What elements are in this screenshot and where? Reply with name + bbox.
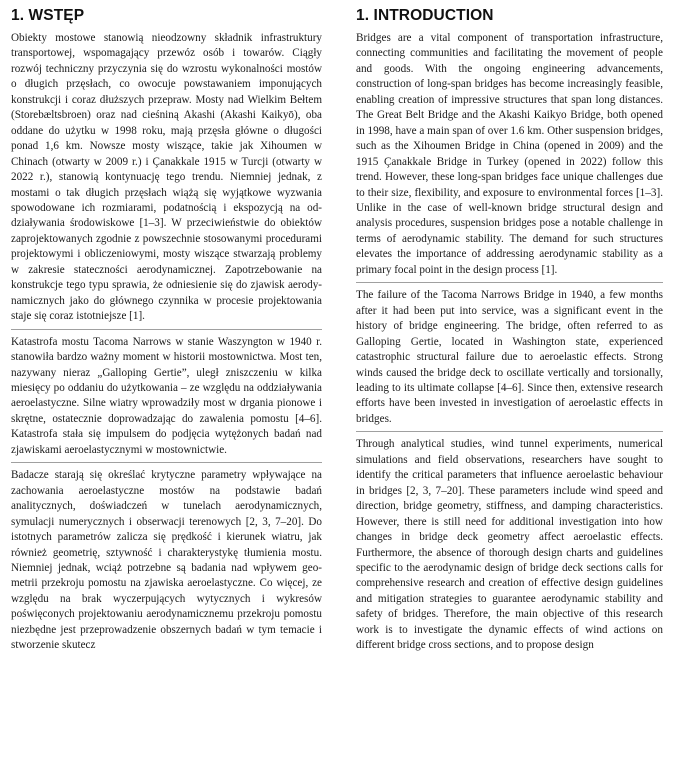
english-paragraph-1: Bridges are a vital component of transportation infrastructure, connecting communities and facilitating the movement of people and goods. With the ongoing engineering advancements, construction of long-span bridges has become increasingly feasible, enabling creation of impressive structures that span long distances. The Great Belt Bridge and the Akashi Kaikyo Bridge, both opened in 1998, have a main span of over 1.6 km. Other suspension bridges, such as the Xihoumen Bridge in China (opened in 2009) and the 1915 Çanakkale Bridge in Turkey (opened in 2022) follow this trend. However, these long-span bridges face unique challenges due to their size, flexibility, and exposure to environmental forces [1–3]. Unlike in the case of well-known bridge structural design and analysis procedures, suspension bridges pose a notable challenge in terms of aerodynamic stability. The demand for such structures elevates the importance of addressing aerodynamic stability as a primary focal point in the design process [1].	[356, 32, 663, 276]
polish-paragraph-3-wrap	[11, 462, 322, 653]
polish-section-heading: 1. WSTĘP	[11, 7, 85, 24]
polish-column	[11, 0, 322, 654]
polish-paragraph-1: Obiekty mostowe stanowią nieodzowny składnik infrastruktury transportowej, wspomagający przewóz osób i towarów. Ciągły rozwój techniczny przyczynia się do wzrostu wykonalności mostów o długich przęsłach, co owocuje powstawaniem imponujących konstrukcji i coraz dłuższych przepraw. Mosty nad Wielkim Bełtem (Storebæltsbroen) oraz nad cieśniną Akashi (Akashi Kaikyō), oba oddane do użytku w 1998 roku, mają przęsła główne o długości ponad 1,6 km. Nowsze mosty wiszące, takie jak Xihoumen w Chinach (otwarty w 2009 r.) i Çanakkale 1915 w Turcji (otwarty w 2022 r.), stanowią kontynuację tego trendu. Niemniej jednak, z mostami o tak długich przęsłach wiążą się wyjątkowe wyzwania spowodowane ich rozmiarami, podatnością i ekspozycją na oddziaływania środowiskowe [1–3]. W przeciwieństwie do obiektów zaprojektowanych zgodnie z powszechnie stosowanymi procedurami projektowymi i obliczeniowymi, mosty wiszące stwarzają problemy w zakresie stateczności aerodynamicznej. Zapotrzebowanie na konstrukcje tego typu sprawia, że odniesienie się do zjawisk aerodynamicznych jako do głównego czynnika w procesie projektowania staje się coraz istotniejsze [1].	[11, 32, 322, 323]
english-column	[356, 0, 663, 654]
english-paragraph-2-wrap	[356, 282, 663, 427]
english-section-heading: 1. INTRODUCTION	[356, 7, 494, 24]
polish-paragraph-1-wrap	[11, 31, 322, 325]
polish-paragraph-2-wrap	[11, 329, 322, 459]
english-paragraph-2: The failure of the Tacoma Narrows Bridge in 1940, a few months after it had been put into service, was a significant event in the history of bridge engineering. The bridge, often referred to as Galloping Gertie, located in Washington state, experienced catastrophic structural failure due to aeroelastic effects. Strong winds caused the bridge deck to oscillate vertically and torsionally, leading to its ultimate collapse [4–6]. Since then, extensive research efforts have been invested in investigation of aeroelastic effects in bridges.	[356, 289, 663, 425]
english-paragraph-3-wrap	[356, 431, 663, 653]
polish-paragraph-2: Katastrofa mostu Tacoma Narrows w stanie Waszyngton w 1940 r. stanowiła bardzo ważny moment w historii mostownictwa. Most ten, nazywany nieraz „Galloping Gertie”, uległ zniszczeniu w kilka miesięcy po oddaniu do użytkowania – ze względu na oddziaływania aeroelastyczne. Silne wiatry wprowadziły most w drgania pionowe i skrętne, ostatecznie doprowadzając do zawalenia pomostu [4–6]. Katastrofa stała się impulsem do podjęcia wytężonych badań nad zjawiskami aeroelastycznymi w mostownictwie.	[11, 335, 322, 456]
english-paragraph-1-wrap	[356, 31, 663, 278]
polish-paragraph-3: Badacze starają się określać krytyczne parametry wpływające na zachowania aeroelastyczne mostów na podstawie badań analitycznych, doświadczeń w tunelach aerodynamicznych, symulacji numerycznych i obserwacji terenowych [2, 3, 7–20]. Do istotnych parametrów zalicza się prędkość i kierunek wiatru, jak również geometrię, sztywność i charakterystykę tłumienia mostu. Niemniej jednak, wciąż potrzebne są badania nad wpływem geometrii przekroju pomostu na zjawiska aeroelastyczne. Co więcej, ze względu na brak wyczerpujących wytycznych i wykresów poświęconych projektowaniu aerodynamicznemu przekroju pomostu niezbędne jest przeprowadzenie obszernych badań w tym temacie i stworzenie skutecz	[11, 469, 322, 652]
english-paragraph-3: Through analytical studies, wind tunnel experiments, numerical simulations and field observations, researchers have sought to identify the critical parameters that influence aeroelastic behaviour in bridges [2, 3, 7–20]. These parameters include wind speed and direction, bridge geometry, stiffness, and damping characteristics. However, there is still need for additional investigation into how changes in bridge deck geometry affect aeroelastic effects. Furthermore, the absence of thorough design charts and guidelines specific to the aerodynamic design of bridge deck sections calls for comprehensive research and creation of effective design guidelines and mitigation strategies to guarantee aerodynamic stability and safety of bridges. Therefore, the main objective of this research work is to investigate the dynamic effects of wind actions on different bridge cross sections, and to propose design	[356, 438, 663, 652]
